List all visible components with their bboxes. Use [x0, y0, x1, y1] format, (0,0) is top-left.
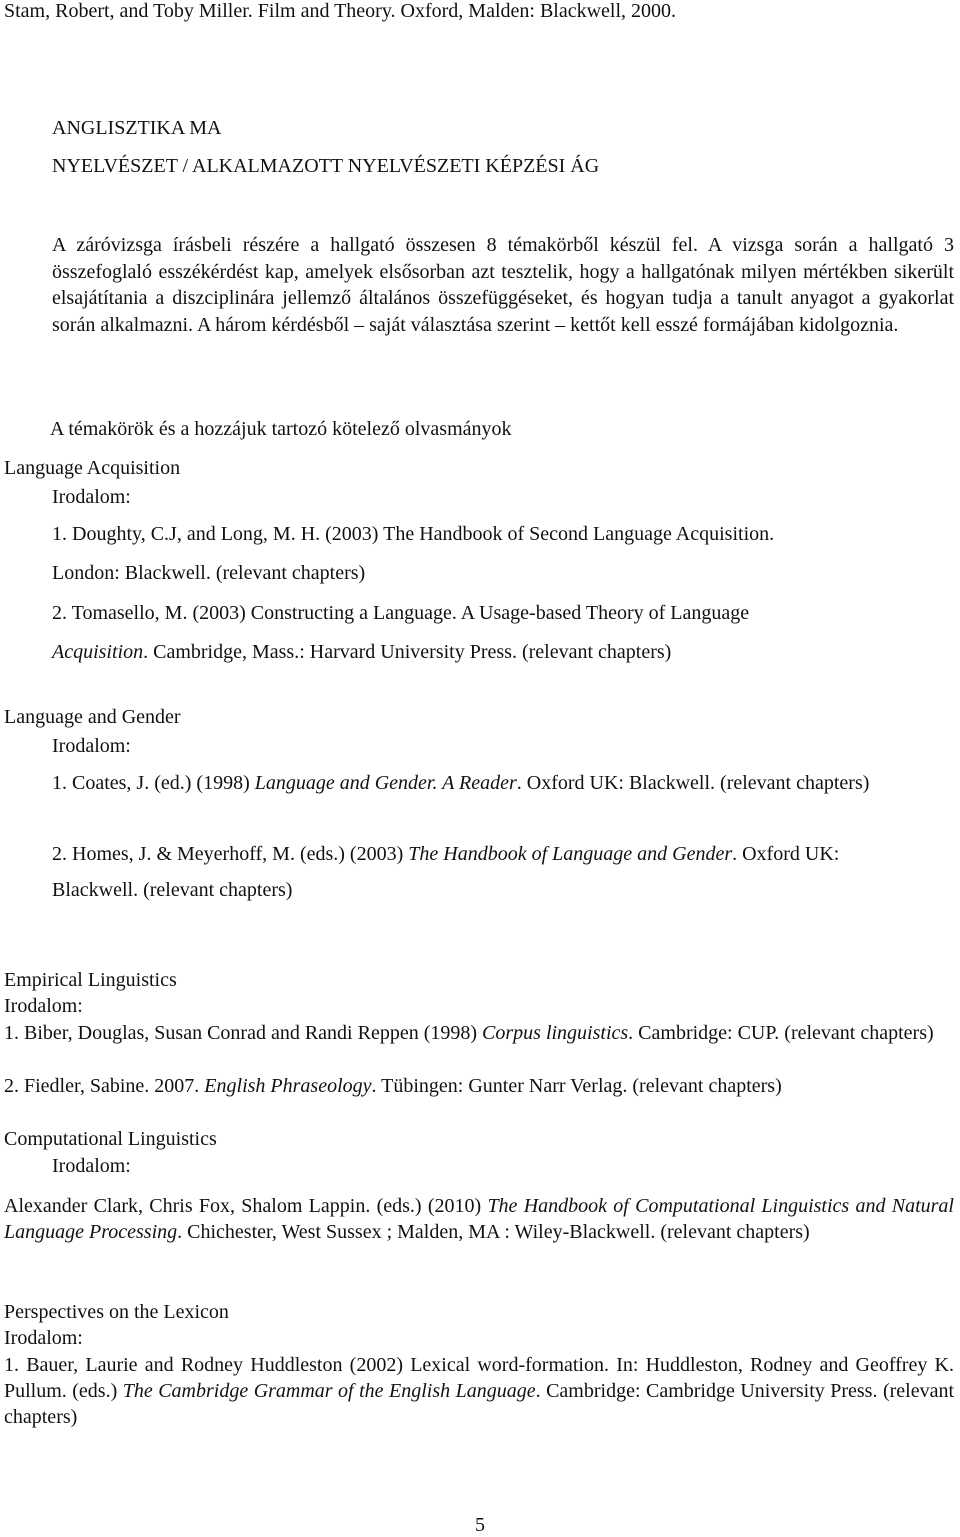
reference-item-cont: Acquisition. Cambridge, Mass.: Harvard University Press. (relevant chapters) — [52, 641, 672, 663]
reference-item: 2. Fiedler, Sabine. 2007. English Phraseology. Tübingen: Gunter Narr Verlag. (relevant chapters) — [4, 1075, 782, 1097]
specialization-heading: NYELVÉSZET / ALKALMAZOTT NYELVÉSZETI KÉPZÉSI ÁG — [52, 155, 600, 177]
topics-heading: A témakörök és a hozzájuk tartozó kötelező olvasmányok — [50, 418, 512, 440]
reference-item: 1. Coates, J. (ed.) (1998) Language and Gender. A Reader. Oxford UK: Blackwell. (relevant chapters) — [52, 772, 870, 794]
literature-label: Irodalom: — [52, 1155, 131, 1177]
reference-item: 2. Tomasello, M. (2003) Constructing a Language. A Usage-based Theory of Language — [52, 602, 750, 624]
section-title-acquisition: Language Acquisition — [4, 457, 181, 479]
literature-label: Irodalom: — [4, 995, 83, 1017]
reference-item-cont: London: Blackwell. (relevant chapters) — [52, 562, 366, 584]
literature-label: Irodalom: — [52, 486, 131, 508]
reference-item: 1. Doughty, C.J, and Long, M. H. (2003) The Handbook of Second Language Acquisition. — [52, 523, 775, 545]
program-heading: ANGLISZTIKA MA — [52, 117, 222, 139]
page-number: 5 — [475, 1514, 485, 1536]
section-title-empirical: Empirical Linguistics — [4, 969, 177, 991]
top-reference: Stam, Robert, and Toby Miller. Film and Theory. Oxford, Malden: Blackwell, 2000. — [4, 0, 677, 22]
literature-label: Irodalom: — [4, 1327, 83, 1349]
reference-item: 2. Homes, J. & Meyerhoff, M. (eds.) (2003) The Handbook of Language and Gender. Oxford UK: Blackwell. (relevant chapters) — [52, 843, 840, 901]
reference-item: 1. Biber, Douglas, Susan Conrad and Randi Reppen (1998) Corpus linguistics. Cambridge: CUP. (relevant chapters) — [4, 1022, 934, 1044]
reference-item: 1. Bauer, Laurie and Rodney Huddleston (2002) Lexical word-formation. In: Huddleston, Rodney and Geoffrey K. Pullum. (eds.) The Cambridge Grammar of the English Language. Cambridge: Cambridge University Press. (relevant chapters) — [4, 1354, 955, 1428]
section-title-computational: Computational Linguistics — [4, 1128, 217, 1150]
section-title-gender: Language and Gender — [4, 706, 181, 728]
reference-item: Alexander Clark, Chris Fox, Shalom Lappin. (eds.) (2010) The Handbook of Computational Linguistics and Natural Language Processing. Chichester, West Sussex ; Malden, MA : Wiley-Blackwell. (relevant chapters) — [4, 1195, 954, 1243]
section-title-lexicon: Perspectives on the Lexicon — [4, 1301, 229, 1323]
literature-label: Irodalom: — [52, 735, 131, 757]
intro-paragraph: A záróvizsga írásbeli részére a hallgató összesen 8 témakörből készül fel. A vizsga során a hallgató 3 összefoglaló esszékérdést kap, amelyek elsősorban azt tesztelik, hogy a hallgatónak milyen mértékben sikerült elsajátítania a diszciplinára jellemző általános összefüggéseket, és hogyan tudja a tanult anyagot a gyakorlat során alkalmazni. A három kérdésből – saját választása szerint – kettőt kell esszé formájában kidolgoznia. — [52, 234, 954, 336]
